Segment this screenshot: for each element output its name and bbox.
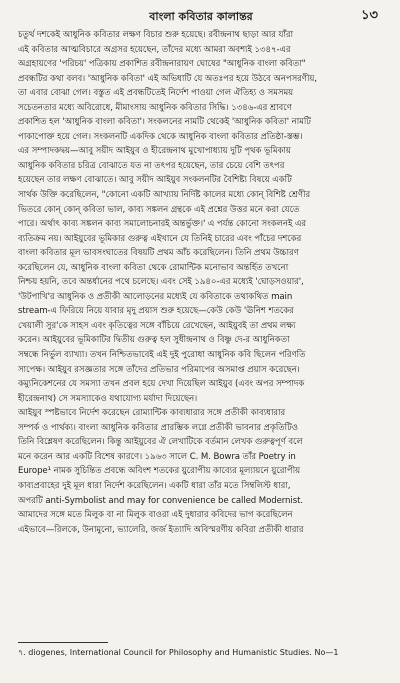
text-line: সচেতনতার মধ্যে অবিরোধে, মীমাংসায় আধুনিক কবিতার সিদ্ধি। ১৩৪৬-এর শ্রাবণে bbox=[18, 102, 292, 113]
text-line: কাব্যপ্রবাহের দুই মূল ধারা নির্দেশ করেছিলেন। একটি ধারা তাঁর মতে সিম্বলিস্ট ধারা, bbox=[18, 480, 291, 491]
text-line: মনে করেন আর একটি বিশেষ কারণে। ১৯৬৩ সালে C. M. Bowra তাঁর Poetry in bbox=[18, 451, 296, 462]
text-line: এইভাবে—রিলকে, উনামুনো, ভ্যালেরি, জর্জ ইত্যাদি অবিস্মরণীয় কবিরা প্রতীকী ধারার bbox=[18, 524, 304, 535]
text-line: করেন। আইয়ুবের ভূমিকাটির দ্বিতীয় গুরুত্ব হল সুধীন্দ্রনাথ ও বিষ্ণু দে-র আধুনিকতা bbox=[18, 335, 290, 346]
text-line: আধুনিক কবিতার চরিত্র বোঝাতে যত না তৎপর হয়েছেন, তার চেয়ে বেশি তৎপর bbox=[18, 160, 285, 171]
text-line: খেয়ালী সুর'কে সাহস এবং কৃতিত্বের সঙ্গে বাঁচিয়ে রেখেছেন, আইয়ুবই তা প্রথম লক্ষ্য bbox=[18, 320, 296, 331]
text-line: সম্পর্ক ও পার্থক্য। বাংলা আধুনিক কবিতার প্রারম্ভিক লগ্নে প্রতীকী ভাবনার প্রকৃতিটিও bbox=[18, 422, 298, 433]
text-line: আইয়ুব স্পষ্টভাবে নির্দেশ করেছেন রোম্যান্টিক কাব্যধারার সঙ্গে প্রতীকী কাব্যধারার bbox=[18, 408, 286, 419]
text-line: প্রবন্ধটির কথা বলব। 'আধুনিক কবিতা' এই অভিধাটি যে অতঃপর হয়ে উঠবে অনপসরণীয়, bbox=[18, 73, 317, 84]
text-line: আমাদের সঙ্গে মতে মিলুক বা না মিলুক বাওরা এই দুধারার কবিদের ভাগ করেছিলেন bbox=[18, 510, 293, 521]
text-line: তা এবার বোঝা গেল। বস্তুত এই প্রবন্ধটিতেই নির্দেশ পাওয়া গেল ঐতিহ্য ও সমসময় bbox=[18, 88, 294, 99]
text-line: কম্যুনিকেশনের যে সমস্যা তখন প্রবল হয়ে দেখা দিয়েছিল আইয়ুব (এবং অপর সম্পাদক bbox=[18, 379, 305, 390]
text-line: এর সম্পাদকদ্বয়—আবু সয়ীদ আইয়ুব ও হীরেন্দ্রনাথ মুখোপাধ্যায় দুটি পৃথক ভূমিকায় bbox=[18, 146, 291, 157]
text-line: পারে। অর্থাৎ কাব্য সঙ্কলন কাব্য সমালোচনারই অন্তর্ভুক্ত।' এ পর্যন্ত কোনো সংকলনই এর bbox=[18, 219, 307, 230]
body-text bbox=[18, 28, 388, 537]
footnote: ৭. diogenes, International Council for Philosophy and Humanistic Studies. No—1 bbox=[18, 648, 339, 657]
text-line: ব্যতিক্রম নয়। আইয়ুবের ভূমিকার গুরুত্ব এইখানে যে তিনিই চারের এবং পাঁচের দশকের bbox=[18, 233, 302, 244]
text-line: চতুর্থ দশকেই আধুনিক কবিতার লক্ষণ বিচার শুরু হয়েছে। রবীন্দ্রনাথ ছাড়া আর যাঁরা bbox=[18, 30, 293, 40]
text-line: এই কবিতার আত্মবিচারে অগ্রসর হয়েছেন, তাঁদের মধ্যে আমরা অবশ্যই ১৩৪৭-এর bbox=[18, 44, 291, 55]
running-head-title: বাংলা কবিতার কালান্তর bbox=[149, 10, 253, 23]
text-line: stream-এ ফিরিয়ে নিয়ে যাবার মৃদু প্রয়াস শুরু হয়েছে—কেউ কেউ 'ঊনিশ শতকের bbox=[18, 306, 294, 317]
text-line: সার্থক উক্তি করেছিলেন, "কোনো একটি আখ্যায় নির্দিষ্ট কালের মধ্যে কোন্ বিশিষ্ট শ্রেণীর bbox=[18, 190, 311, 201]
text-line: পাকাপোক্ত হয়ে গেল। সংকলনটি একদিক থেকে আধুনিক বাংলা কবিতার প্রতিষ্ঠা-স্তম্ভ। bbox=[18, 131, 303, 142]
text-line: হয়েছেন তার লক্ষণ বোঝাতে। আবু সয়ীদ আইয়ুব সংকলনটির বৈশিষ্ট্য বিষয়ে একটি bbox=[18, 175, 292, 186]
text-line: Europe¹ নামক সুচিন্তিত প্রবন্ধে অবিংশ শতকের য়ুরোপীয় কাব্যের মূল্যায়নে য়ুরোপীয় bbox=[18, 466, 301, 477]
text-line: বাংলা কবিতার মূল ভাবসংঘাতের বিষয়টি প্রথম আঁচ করেছিলেন। তিনি প্রথম উচ্চারণ bbox=[18, 248, 299, 259]
page-number: ১৩ bbox=[361, 8, 378, 23]
text-line: প্রকাশিত হল 'আধুনিক বাংলা কবিতা'। সংকলনের নামটি থেকেই 'আধুনিক কবিতা' নামটি bbox=[18, 117, 311, 128]
text-line: সম্বন্ধে নির্ভুল ব্যাখ্যা। তখন নিশ্চিতভাবেই এই দুই পুরোধা আধুনিক কবি ছিলেন পরিণতি bbox=[18, 350, 306, 361]
text-line: 'উটপাখি'র আধুনিক ও প্রতীকী আলোড়নের মধ্যেই যে কবিতাকে তথাকথিত main bbox=[18, 291, 293, 302]
text-line: তিনি বিশ্লেষণ করেছিলেন। কিন্তু আইয়ুবের ঐ লেখাটিকে বর্তমান লেখক গুরুত্বপূর্ণ বলে bbox=[18, 437, 303, 448]
text-line: অপরটি anti-Symbolist and may for convenience be called Modernist. bbox=[18, 495, 303, 506]
text-line: নিশ্চয় হয়নি, তবে অন্তর্ধানের পথে চলেছে। এবং সেই ১৯৪০-এর মধ্যেই 'ঘোড়সওয়ার', bbox=[18, 277, 304, 288]
text-line: সাপেক্ষ। আইয়ুব রসজ্ঞতার সঙ্গে তাঁদের প্রতিভার পরিমাপের অসমাপ্ত প্রয়াস করেছেন। bbox=[18, 364, 300, 375]
footnote-divider bbox=[18, 642, 108, 643]
text-line: অগ্রহায়ণের 'পরিচয়' পত্রিকায় প্রকাশিত রবীন্দ্রনারায়ণ ঘোষের "আধুনিক বাংলা কবিতা" bbox=[18, 59, 306, 70]
running-header bbox=[18, 6, 384, 26]
text-line: করেছিলেন যে, আধুনিক বাংলা কবিতা থেকে রোমান্টিক মনোভাব অন্তর্হিত তখনো bbox=[18, 262, 289, 273]
text-line: ভিতরে কোন্ কোন্ কবিতা ভাল, কাব্য সঙ্কলন গ্রন্থকে এই প্রশ্নের উত্তর মনে করা যেতে bbox=[18, 204, 300, 215]
text-line: হীরেন্দ্রনাথ) সে সমস্যাকেও যথাযোগ্য মর্যাদা দিয়েছেন। bbox=[18, 393, 198, 404]
